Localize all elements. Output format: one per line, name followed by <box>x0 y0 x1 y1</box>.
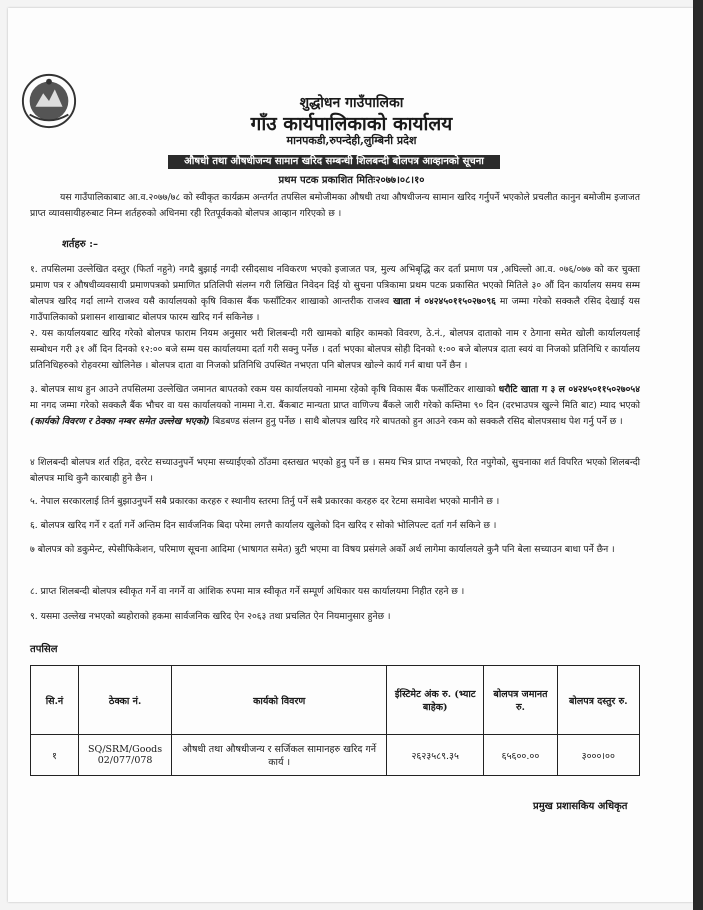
col-header-contract-no: ठेक्का नं. <box>78 666 171 735</box>
term-9: ९. यसमा उल्लेख नभएको ब्यहोराको हकमा सार्वजनिक खरिद ऐन २०६३ तथा प्रचलित ऐन नियमानुसार हुनेछ । <box>30 611 391 622</box>
term-3-mid: मा नगद जम्मा गरेको सक्कलै बैंक भौचर वा यस कार्यालयको नाममा ने.रा. बैंकबाट मान्यता प्राप्त वाणिज्य बैंकले जारी गरेको कम्तिमा ९० दिन (दरभाउपत्र खुल्ने मिति बाट) म्याद भएको <box>30 400 640 411</box>
term-4: ४ शिलबन्दी बोलपत्र शर्त रहित, दररेट सच्याउनुपर्ने भएमा सच्याईएको ठाँउमा दस्तखत भएको हुनु पर्ने छ । समय भित्र प्राप्त नभएको, रित नपुगेको, सुचनाका शर्त विपरित भएको शिलबन्दी बोलपत्र माथि कुनै कारबाही हुने छैन । <box>30 457 640 484</box>
term-1-end: मा जम्मा गरेको सक्कलै रसिद देखाई यस गाउँपालिकाको प्रशासन शाखाबाट बोलपत्र फारम खरिद गर्न सकिनेछ । <box>30 296 640 323</box>
term-1-text: १. तपसिलमा उल्लेखित दस्तुर (फिर्ता नहुने) नगदै बुझाई नगदी रसीदसाथ नविकरण भएको इजाजत पत्र, मुल्य अभिबृद्धि कर दर्ता प्रमाण पत्र ,अघिल्लो आ.व. ०७६/०७७ को कर चुक्ता प्रमाण पत्र र औषधीव्यवसायी प्रमाणपत्रको प्रमाणित प्रतिलिपी संलग्न गरी लिखित निवेदन दिई यो सुचना पत्रिकामा प्रथम पटक प्रकासित भएको मितिले ३० औं दिन कार्यालय समय सम्म बोलपत्र खरिद गर्दा लाग्ने राजश्व यसै कार्यालयको कृषि विकास बैंक फसाँटिकर शाखाको आन्तरीक राजश्व <box>30 264 640 307</box>
term-3-text: ३. बोलपत्र साथ हुन आउने तपसिलमा उल्लेखित जमानत बापतको रकम यस कार्यालयको नाममा रहेको कृषि विकास बैंक फसाँटिकर शाखाको <box>30 384 496 395</box>
signatory-title: प्रमुख प्रशासकिय अधिकृत <box>533 801 628 812</box>
terms-title: शर्तहरु :– <box>62 239 98 250</box>
term-8: ८. प्राप्त शिलबन्दी बोलपत्र स्वीकृत गर्ने वा नगर्ने वा आंशिक रुपमा मात्र स्वीकृत गर्ने सम्पूर्ण अधिकार यस कार्यालयमा निहीत रहने छ । <box>30 586 465 597</box>
term-1-account: खाता नं ०४२४५०११५०२७०९६ <box>393 296 496 307</box>
municipality-name: शुद्धोधन गाउँपालिका <box>299 95 404 111</box>
office-name: गाँउ कार्यपालिकाको कार्यालय <box>250 113 453 135</box>
publish-date: प्रथम पटक प्रकाशित मितिः२०७७।०८।१० <box>278 175 425 186</box>
cell-description: औषधी तथा औषधीजन्य र सर्जिकल सामानहरु खरिद गर्ने कार्य । <box>172 735 387 776</box>
table-header-row <box>31 666 640 735</box>
term-6: ६. बोलपत्र खरिद गर्ने र दर्ता गर्ने अन्तिम दिन सार्वजनिक बिदा परेमा लगत्तै कार्यालय खुलेको दिन खरिद र सोको भोलिपल्ट दर्ता गर्न सकिने छ । <box>30 520 497 531</box>
term-3-account: धरौटि खाता ग ३ ल ०४२४५०११५०२७०५४ <box>498 384 640 395</box>
schedule-title: तपसिल <box>30 644 58 655</box>
intro-paragraph: यस गाउँपालिकाबाट आ.व.२०७७/७८ को स्वीकृत कार्यक्रम अन्तर्गत तपसिल बमोजीमका औषधी तथा औषधीजन्य सामान खरिद गर्नुपर्ने भएकोले प्रचलीत कानुन बमोजीम इजाजत प्राप्त व्यावसायीहरुबाट निम्न शर्तहरुको अधिनमा रही रितपूर्वकको बोलपत्र आव्हान गरिएको छ । <box>30 192 640 219</box>
col-header-serial: सि.नं <box>31 666 79 735</box>
term-5: ५. नेपाल सरकारलाई तिर्न बुझाउनुपर्ने सबै प्रकारका करहरु र स्थानीय स्तरमा तिर्नु पर्ने सबै प्रकारका करहरु दर रेटमा समावेश भएको मानीने छ । <box>30 496 500 507</box>
col-header-estimate: ईस्टिमेट अंक रु. (भ्याट बाहेक) <box>387 666 484 735</box>
table-row <box>31 735 640 776</box>
bid-table <box>30 665 640 776</box>
col-header-bid-bond: बोलपत्र जमानत रु. <box>484 666 557 735</box>
col-header-fee: बोलपत्र दस्तुर रु. <box>557 666 639 735</box>
cell-serial: १ <box>31 735 79 776</box>
cell-bid-bond: ६५६००.०० <box>484 735 557 776</box>
notice-title: औषधी तथा औषधीजन्य सामान खरिद सम्बन्धी शिलबन्दी बोलपत्र आव्हानको सूचना <box>168 155 500 169</box>
term-3-end: बिडबण्ड संलग्न हुनु पर्नेछ । साथै बोलपत्र खरिद गरे बापतको हुन आउने रकम को सक्कलै रसिद बोलपत्रसाथ पेश गर्नु पर्ने छ । <box>212 416 623 427</box>
term-2: २. यस कार्यालयबाट खरिद गरेको बोलपत्र फाराम नियम अनुसार भरी शिलबन्दी गरी खामको बाहिर कामको विवरण, ठे.नं., बोलपत्र दाताको नाम र ठेगाना समेत खोली कार्यालयलाई सम्बोधन गरी ३१ औं दिन दिनको १२:०० बजे सम्म यस कार्यालयमा दर्ता गरी सक्नु पर्नेछ । दर्ता भएका बोलपत्र सोही दिनको १:०० बजे बोलपत्र दाता स्वयं वा निजको प्रतिनिधि र कार्यालय प्रतिनिधिहरुको रोहवरमा खोलिनेछ । बोलपत्र दाता वा निजको प्रतिनिधि उपस्थित नभएता पनि बोलपत्र खोल्ने कार्य गर्न बाधा पर्ने छैन । <box>30 328 640 371</box>
cell-contract-no: SQ/SRM/Goods 02/077/078 <box>78 735 171 776</box>
cell-estimate: २६२३५८९.३५ <box>387 735 484 776</box>
col-header-description: कार्यको विवरण <box>172 666 387 735</box>
term-3 <box>30 382 640 430</box>
term-3-italic: (कार्यको विवरण र ठेक्का नम्बर समेत उल्लेख भएको) <box>30 416 210 427</box>
term-1 <box>30 262 640 326</box>
cell-fee: ३०००।०० <box>557 735 639 776</box>
term-7: ७ बोलपत्र को डकुमेन्ट, स्पेसीफिकेशन, परिमाण सूचना आदिमा (भाषागत समेत) त्रुटी भएमा वा विषय प्रसंगले अर्को अर्थ लागेमा कार्यालयले कुनै पनि बेला सच्याउन बाधा पर्ने छैन । <box>30 544 615 555</box>
office-address: मानपकडी,रुपन्देही,लुम्बिनी प्रदेश <box>286 134 417 147</box>
